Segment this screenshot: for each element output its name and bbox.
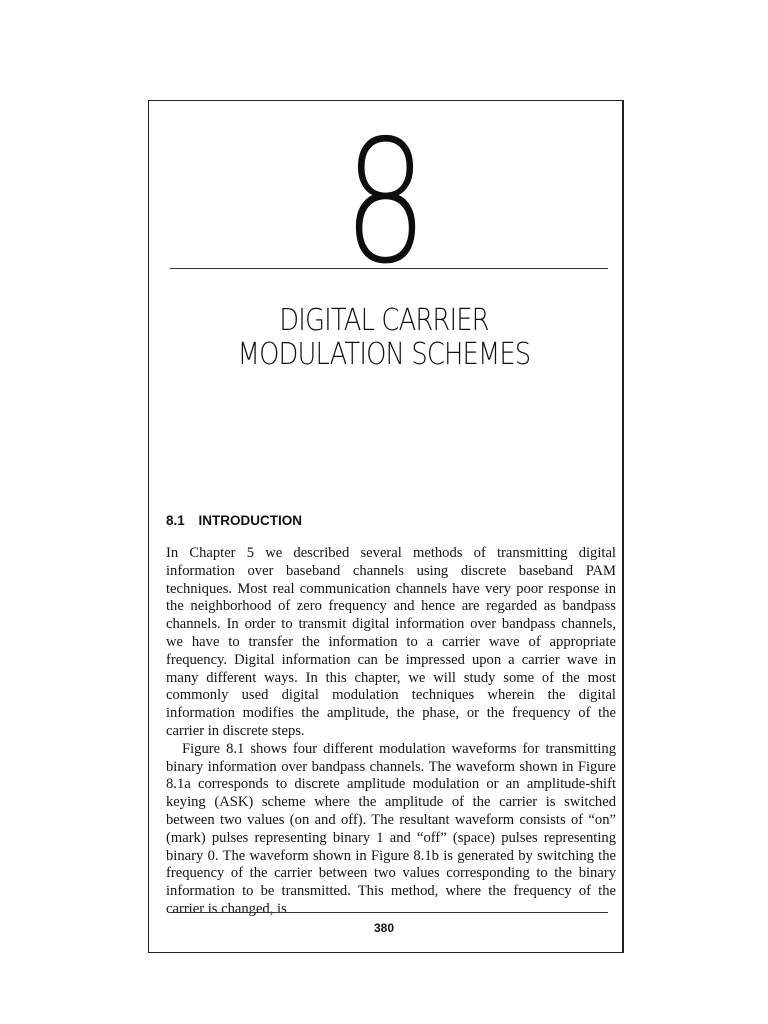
chapter-title xyxy=(54,304,714,372)
paragraph-1: In Chapter 5 we described several methods of transmitting digital information over baseband channels using discrete baseband PAM techniques. Most real communication channels have very poor response in the neighborhood of zero frequency and hence are regarded as bandpass channels. In order to transmit digital information over bandpass channels, we have to transfer the information to a carrier wave of appropriate frequency. Digital information can be impressed upon a carrier wave in many different ways. In this chapter, we will study some of the most commonly used digital modulation techniques wherein the digital information modifies the amplitude, the phase, or the frequency of the carrier in discrete steps. xyxy=(166,545,616,739)
bottom-rule xyxy=(170,912,608,913)
paragraph-2: Figure 8.1 shows four different modulation waveforms for transmitting binary information over bandpass channels. The waveform shown in Figure 8.1a corresponds to discrete amplitude modulation or an amplitude-shift keying (ASK) scheme where the amplitude of the carrier is switched between two values (on and off). The resultant waveform consists of “on” (mark) pulses representing binary 1 and “off” (space) pulses representing binary 0. The waveform shown in Figure 8.1b is generated by switching the frequency of the carrier between two values corresponding to the binary information to be transmitted. This method, where the frequency of the carrier is changed, is xyxy=(166,740,616,917)
section-number: 8.1 xyxy=(166,513,185,528)
section-title: INTRODUCTION xyxy=(198,513,303,528)
page-number: 380 xyxy=(373,921,395,935)
chapter-title-line-2: MODULATION SCHEMES xyxy=(237,337,531,372)
top-rule xyxy=(170,268,608,269)
body-text xyxy=(166,545,616,919)
chapter-title-line-1: DIGITAL CARRIER xyxy=(279,303,489,338)
chapter-number: 8 xyxy=(343,104,425,302)
section-heading xyxy=(166,513,302,528)
